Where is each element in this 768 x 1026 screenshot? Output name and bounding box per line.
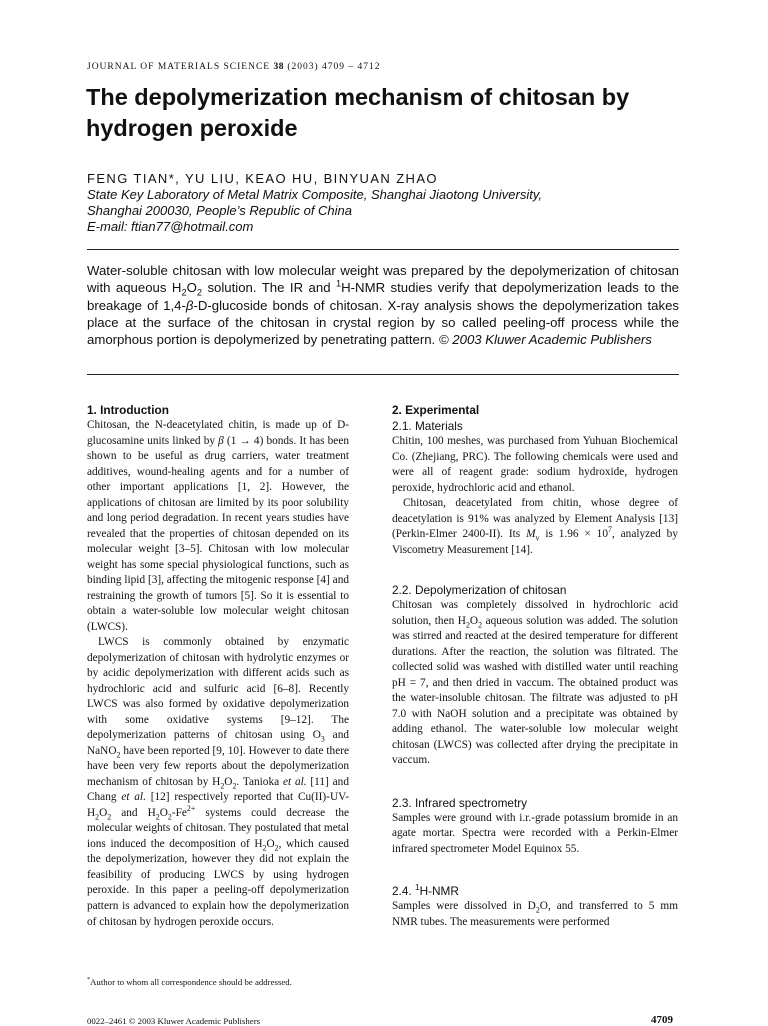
infrared-paragraph: Samples were ground with i.r.-grade potassium bromide in an agate mortar. Spectra were recorded with a Perkin-Elmer infrared spectrometer Model Equinox 55. xyxy=(392,811,678,855)
footnote-marker: * xyxy=(87,977,91,984)
column-right xyxy=(392,402,678,930)
page-number: 4709 xyxy=(651,1014,673,1026)
divider-bottom xyxy=(87,374,679,375)
depolymerization-paragraph: Chitosan was completely dissolved in hydrochloric acid solution, then $H_2O_2$ aqueous solution was added. The solution was stirred and reacted at the desired temperature for different durations. After the reaction, the solution was filtrated. The collected solid was washed with distilled water until reaching pH = 7, and then dried in vaccum. The obtained product was the water-insoluble chitosan. The filtrate was adjusted to pH 7.0 with NaOH solution and a precipitate was obtained by adding ethanol. The water-soluble low molecular weight chitosan (LWCS) was collected after drying the precipitate in vaccum. xyxy=(392,599,678,767)
abstract-copyright: © 2003 Kluwer Academic Publishers xyxy=(438,332,652,348)
authors: FENG TIAN*, YU LIU, KEAO HU, BINYUAN ZHAO xyxy=(87,171,438,186)
nmr-paragraph: Samples were dissolved in $D_2O$, and transferred to 5 mm NMR tubes. The measurements were performed xyxy=(392,900,678,928)
subsection-heading-depolymerization: 2.2. Depolymerization of chitosan xyxy=(392,583,567,598)
section-heading-introduction: 1. Introduction xyxy=(87,403,169,417)
footer-copyright: 0022–2461 © 2003 Kluwer Academic Publishers xyxy=(87,1016,261,1026)
journal-year-pages: (2003) 4709 – 4712 xyxy=(287,62,381,72)
affiliation-line-2: Shanghai 200030, People’s Republic of China xyxy=(87,203,353,218)
affiliation xyxy=(87,187,687,235)
journal-volume: 38 xyxy=(273,62,284,72)
subsection-heading-materials: 2.1. Materials xyxy=(392,419,463,433)
materials-paragraph-1: Chitin, 100 meshes, was purchased from Yuhuan Biochemical Co. (Zhejiang, PRC). The following chemicals were used and were all of reagent grade: sodium hydroxide, hydrogen peroxide, hydrochloric acid and ethanol. xyxy=(392,435,678,494)
subsection-heading-infrared: 2.3. Infrared spectrometry xyxy=(392,795,528,810)
intro-paragraph-2: LWCS is commonly obtained by enzymatic depolymerization of chitosan with hydrolytic enzymes or by acidic depolymerization with different acids such as hydrochloric acid and sulfuric acid [6–8]. Recently LWCS was also formed by oxidative depolymerization with some oxidative systems [9–12]. The depolymerization patterns of chitosan using $O_3$ and NaNO$_2$ have been reported [9, 10]. However to date there have been very few reports about the depolymerization mechanism of chitosan by $H_2O_2$. Tanioka et al. [11] and Chang et al. [12] respectively reported that $Cu(II)-UV-H_2O_2$ and $H_2O_2-Fe^{2+}$ systems could decrease the molecular weights of chitosan. They postulated that metal ions induced the decomposition of $H_2O_2$, which caused the depolymerization, however they did not explain the feasibility of producing LWCS by using hydrogen peroxide. In this paper a peeling-off depolymerization pattern is advanced to explain how the depolymerization of chitosan by hydrogen peroxide occurs. xyxy=(87,636,349,928)
column-left xyxy=(87,402,349,930)
affiliation-line-1: State Key Laboratory of Metal Matrix Composite, Shanghai Jiaotong University, xyxy=(87,187,542,202)
footnote: *Author to whom all correspondence should be addressed. xyxy=(87,977,292,987)
section-heading-experimental: 2. Experimental xyxy=(392,403,480,417)
journal-name: JOURNAL OF MATERIALS SCIENCE xyxy=(87,62,271,72)
journal-header xyxy=(87,62,381,72)
abstract: Water-soluble chitosan with low molecular weight was prepared by the depolymerization of chitosan with aqueous $H_2O_2$ solution. The IR and $^1$H-NMR studies verify that depolymerization leads to the breakage of 1,4-β-D-glucoside bonds of chitosan. X-ray analysis shows the depolymerization takes place at the surface of the chitosan in crystal region by so called peeling-off process while the amorphous portion is depolymerized by penetrating pattern. © 2003 Kluwer Academic Publishers xyxy=(87,263,679,348)
materials-paragraph-2: Chitosan, deacetylated from chitin, whose degree of deacetylation is 91% was analyzed by Element Analysis [13] (Perkin-Elmer 2400-II). Its $M_v$ is $1.96 \times 10^7$, analyzed by Viscometry Measurement [14]. xyxy=(392,497,678,556)
article-title: The depolymerization mechanism of chitosan by hydrogen peroxide xyxy=(86,84,630,141)
subsection-heading-nmr: 2.4. $^1$H-NMR xyxy=(392,883,459,899)
intro-paragraph-1: Chitosan, the N-deacetylated chitin, is made up of D-glucosamine units linked by β (1 → 4) bonds. It has been shown to be useful as drug carriers, water treatment additives, wound-healing agents and for a number of other important applications [1, 2]. However, the applications of chitosan are limited by its poor solubility and long period degradation. In recent years studies have revealed that the properties of chitosan depended on its molecular weight [3–5]. Chitosan with low molecular weight has some special physiological functions, such as binding lipid [3], affecting the mitogenic response [4] and restraining the growth of tumors [5]. So it is essential to obtain a water-soluble low molecular weight chitosan (LWCS). xyxy=(87,419,349,633)
divider-top xyxy=(87,249,679,250)
affiliation-email[interactable]: E-mail: ftian77@hotmail.com xyxy=(87,219,254,234)
